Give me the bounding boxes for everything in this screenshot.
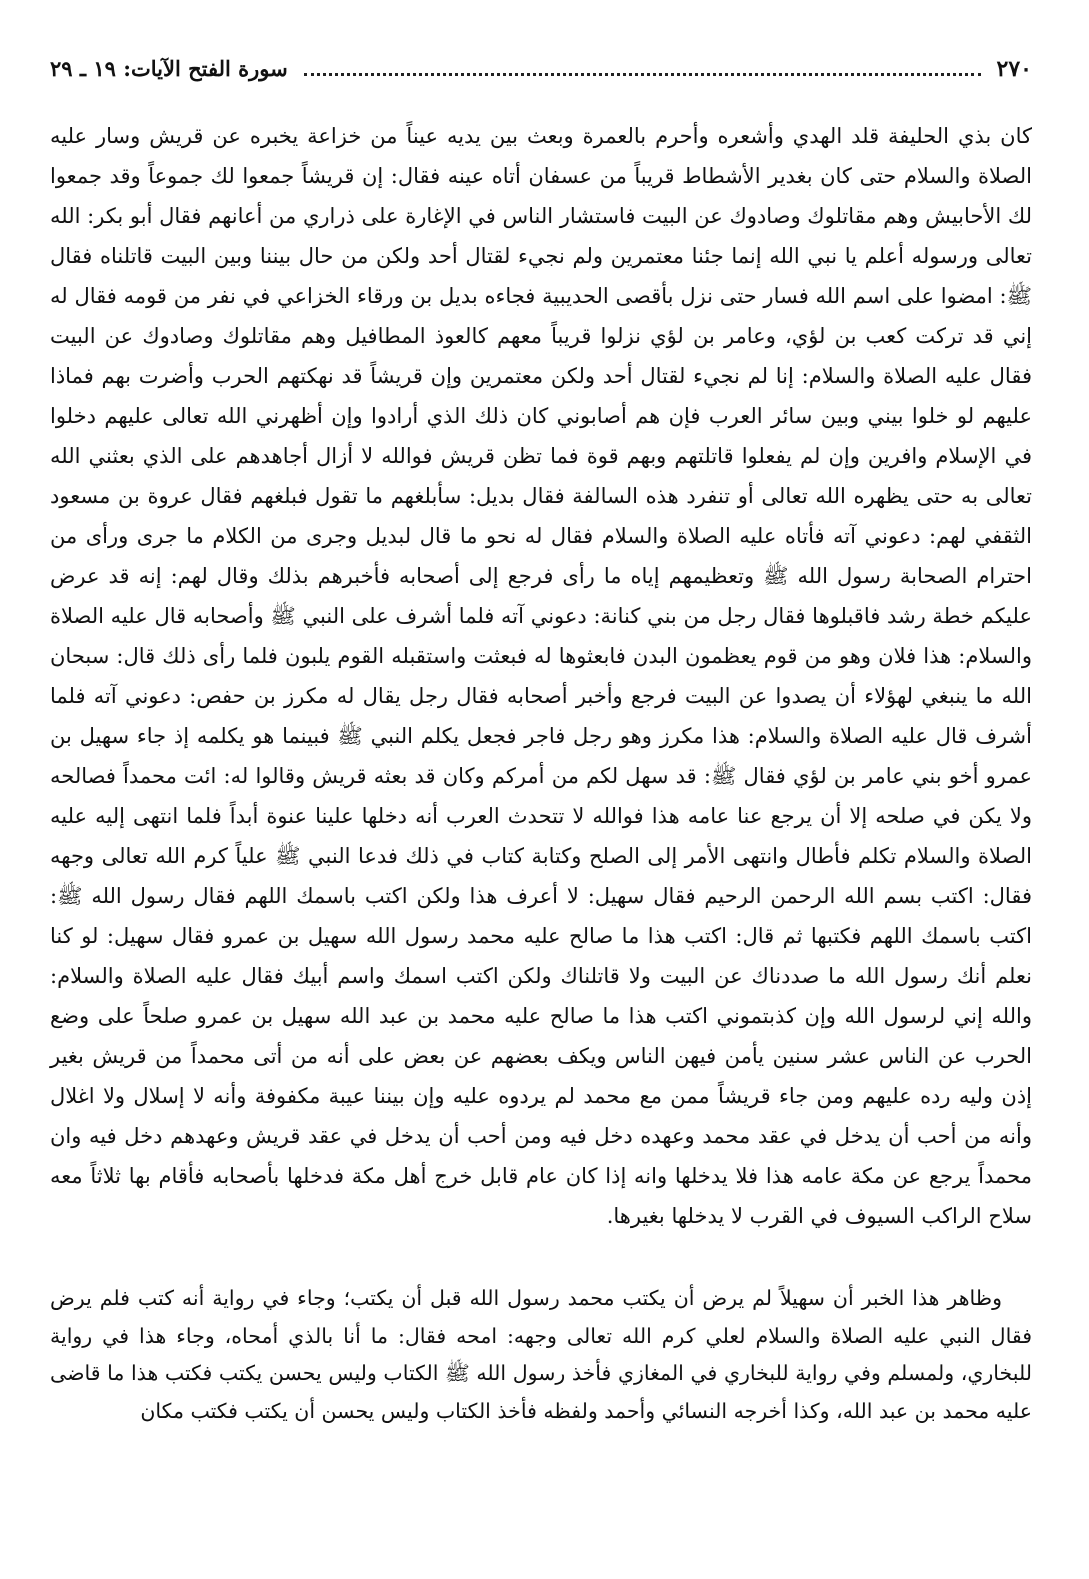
main-body-text (50, 116, 1032, 1236)
page-header (50, 56, 1032, 96)
header-dotted-leader (304, 61, 981, 76)
main-paragraph: كان بذي الحليفة قلد الهدي وأشعره وأحرم بالعمرة وبعث بين يديه عيناً من خزاعة يخبره عن قريش وسار عليه الصلاة والسلام حتى كان بغدير الأشطاط قريباً من عسفان أتاه عينه فقال: إن قريشاً جمعوا لك جموعاً وقد جمعوا لك الأحابيش وهم مقاتلوك وصادوك عن البيت فاستشار الناس في الإغارة على ذراري من أعانهم فقال أبو بكر: الله تعالى ورسوله أعلم يا نبي الله إنما جئنا معتمرين ولم نجيء لقتال أحد ولكن من حال بيننا وبين البيت قاتلناه فقال ﷺ: امضوا على اسم الله فسار حتى نزل بأقصى الحديبية فجاءه بديل بن ورقاء الخزاعي في نفر من قومه فقال له إني قد تركت كعب بن لؤي، وعامر بن لؤي نزلوا قريباً معهم كالعوذ المطافيل وهم مقاتلوك وصادوك عن البيت فقال عليه الصلاة والسلام: إنا لم نجيء لقتال أحد ولكن معتمرين وإن قريشاً قد نهكتهم الحرب وأضرت بهم فماذا عليهم لو خلوا بيني وبين سائر العرب فإن هم أصابوني كان ذلك الذي أرادوا وإن أظهرني الله تعالى عليهم دخلوا في الإسلام وافرين وإن لم يفعلوا قاتلتهم وبهم قوة فما تظن قريش فوالله لا أزال أجاهدهم على الذي بعثني الله تعالى به حتى يظهره الله تعالى أو تنفرد هذه السالفة فقال بديل: سأبلغهم ما تقول فبلغهم فقال عروة بن مسعود الثقفي لهم: دعوني آته فأتاه عليه الصلاة والسلام فقال له نحو ما قال لبديل وجرى من الكلام ما جرى ورأى من احترام الصحابة رسول الله ﷺ وتعظيمهم إياه ما رأى فرجع إلى أصحابه فأخبرهم بذلك وقال لهم: إنه قد عرض عليكم خطة رشد فاقبلوها فقال رجل من بني كنانة: دعوني آته فلما أشرف على النبي ﷺ وأصحابه قال عليه الصلاة والسلام: هذا فلان وهو من قوم يعظمون البدن فابعثوها له فبعثت واستقبله القوم يلبون فلما رأى ذلك قال: سبحان الله ما ينبغي لهؤلاء أن يصدوا عن البيت فرجع وأخبر أصحابه فقال رجل يقال له مكرز بن حفص: دعوني آته فلما أشرف قال عليه الصلاة والسلام: هذا مكرز وهو رجل فاجر فجعل يكلم النبي ﷺ فبينما هو يكلمه إذ جاء سهيل بن عمرو أخو بني عامر بن لؤي فقال ﷺ: قد سهل لكم من أمركم وكان قد بعثه قريش وقالوا له: ائت محمداً فصالحه ولا يكن في صلحه إلا أن يرجع عنا عامه هذا فوالله لا تتحدث العرب أنه دخلها علينا عنوة أبداً فلما انتهى إليه عليه الصلاة والسلام تكلم فأطال وانتهى الأمر إلى الصلح وكتابة كتاب في ذلك فدعا النبي ﷺ علياً كرم الله تعالى وجهه فقال: اكتب بسم الله الرحمن الرحيم فقال سهيل: لا أعرف هذا ولكن اكتب باسمك اللهم فقال رسول الله ﷺ: اكتب باسمك اللهم فكتبها ثم قال: اكتب هذا ما صالح عليه محمد رسول الله سهيل بن عمرو فقال سهيل: لو كنا نعلم أنك رسول الله ما صددناك عن البيت ولا قاتلناك ولكن اكتب اسمك واسم أبيك فقال عليه الصلاة والسلام: والله إني لرسول الله وإن كذبتموني اكتب هذا ما صالح عليه محمد بن عبد الله سهيل بن عمرو صلحاً على وضع الحرب عن الناس عشر سنين يأمن فيهن الناس ويكف بعضهم عن بعض على أنه من أتى محمداً من قريش بغير إذن وليه رده عليهم ومن جاء قريشاً ممن مع محمد لم يردوه عليه وإن بيننا عيبة مكفوفة وأنه لا إسلال ولا اغلال وأنه من أحب أن يدخل في عقد محمد وعهده دخل فيه ومن أحب أن يدخل في عقد قريش وعهدهم دخل فيه وان محمداً يرجع عن مكة عامه هذا فلا يدخلها وانه إذا كان عام قابل خرج أهل مكة فدخلها بأصحابه فأقام بها ثلاثاً معه سلاح الراكب السيوف في القرب لا يدخلها بغيرها. (50, 124, 1032, 1228)
commentary-paragraph: وظاهر هذا الخبر أن سهيلاً لم يرض أن يكتب محمد رسول الله قبل أن يكتب؛ وجاء في رواية أنه كتب فلم يرض فقال النبي عليه الصلاة والسلام لعلي كرم الله تعالى وجهه: امحه فقال: ما أنا بالذي أمحاه، وجاء هذا في رواية للبخاري، ولمسلم وفي رواية للبخاري في المغازي فأخذ رسول الله ﷺ الكتاب وليس يحسن يكتب فكتب هذا ما قاضى عليه محمد بن عبد الله، وكذا أخرجه النسائي وأحمد ولفظه فأخذ الكتاب وليس يحسن أن يكتب فكتب مكان (50, 1286, 1032, 1423)
commentary-section (50, 1280, 1032, 1430)
page-number: ٢٧٠ (996, 56, 1032, 82)
running-title: سورة الفتح الآيات: ١٩ ـ ٢٩ (50, 56, 288, 81)
